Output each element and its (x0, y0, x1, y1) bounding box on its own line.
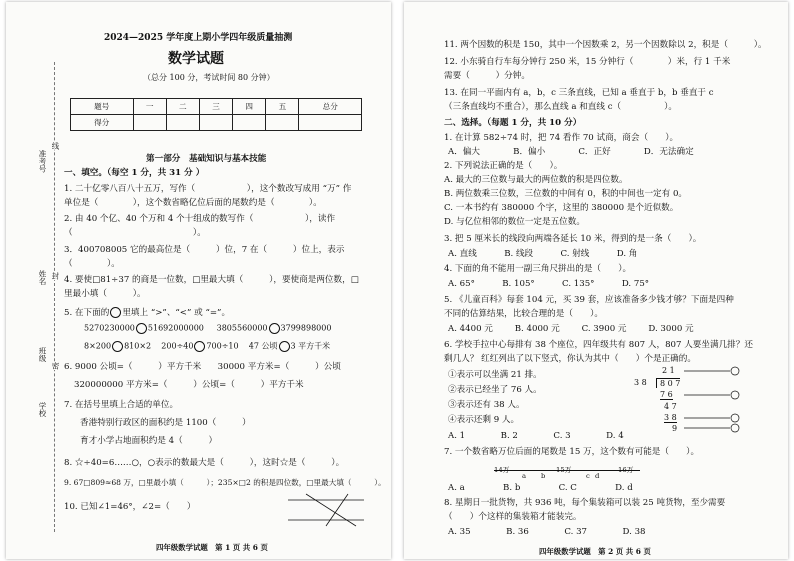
score-table (70, 98, 362, 131)
dividend: 8 0 7 (656, 378, 680, 388)
seal-char: 线 (51, 142, 60, 150)
page-footer: 四年级数学试题 第 2 页 共 6 页 (539, 547, 651, 556)
c6-line1: 6. 学校手拉中心每排有 38 个座位，四年级共有 807 人，807 人要坐满几排？还 (444, 340, 753, 350)
c7: 7. 一个数省略万位后面的尾数是 15 万，这个数有可能是（ ）。 (444, 447, 700, 457)
option[interactable]: B. 4000 元 (514, 324, 560, 334)
c4: 4. 下面的角不能用一副三角尺拼出的是（ ）。 (444, 264, 632, 274)
q5-row2 (84, 341, 330, 352)
q4-line1: 4. 要使□81÷37 的商是一位数，□里最大填（ ），要使商是两位数，□ (64, 275, 359, 285)
section-2-heading: 二、选择。（每题 1 分，共 10 分） (444, 118, 582, 128)
score-cell[interactable] (199, 115, 232, 131)
answer-circle[interactable] (112, 341, 123, 352)
c2-option-b[interactable]: B. 两位数乘三位数，三位数的中间有 0，积的中间也一定有 0。 (444, 189, 688, 199)
label-class: 班级 (38, 347, 47, 362)
q4-line2: 里最小填（ ）。 (64, 289, 146, 299)
c5-line1: 5. 《儿童百科》每套 104 元，买 39 套，应该准备多少钱才够？下面是四种 (444, 295, 734, 305)
score-header: 一 (133, 99, 166, 115)
option[interactable]: A. 65° (448, 279, 475, 289)
angle-diagram (286, 492, 366, 528)
seal-char: 封 (51, 272, 60, 280)
arrow-markers (684, 364, 742, 434)
q10: 10. 已知∠1=46°，∠2=（ ） (64, 502, 196, 512)
answer-circle[interactable] (136, 323, 147, 334)
c6-options (448, 431, 624, 442)
section-1-heading: 一、填空。（每空 1 分，共 31 分 ） (64, 168, 205, 178)
c5-line2: 不同的估算结果，比较合理的是（ ）。 (444, 309, 603, 319)
tick-label: c (586, 472, 590, 480)
marker-3 (731, 414, 739, 422)
q5-text-a: 5. 在下面的 (64, 308, 110, 318)
exam-page-1 (6, 2, 391, 559)
option[interactable]: A. 4400 元 (448, 324, 493, 334)
c8-line1: 8. 星期日一批货物，共 936 吨，每个集装箱可以装 25 吨货物，至少需要 (444, 498, 726, 508)
option[interactable]: C. 37 (564, 527, 588, 537)
seal-char: 密 (51, 362, 60, 370)
q13-line1: 13. 在同一平面内有 a，b，c 三条直线，已知 a 垂直于 b，b 垂直于 c (444, 88, 714, 98)
q5-expr: 47 公顷 (248, 341, 278, 351)
c2-option-c[interactable]: C. 一本书约有 380000 个字，这里的 380000 是个近似数。 (444, 203, 679, 213)
option[interactable]: D．无法确定 (643, 147, 694, 157)
score-header: 五 (266, 99, 299, 115)
marker-1 (731, 367, 739, 375)
option[interactable]: A．偏大 (448, 147, 480, 157)
score-row-label: 得分 (71, 115, 134, 131)
q5-expr: 8×200 (84, 341, 112, 351)
subject-title: 数学试题 (168, 51, 224, 67)
q5-num: 3805560000 (216, 323, 268, 333)
score-header: 三 (199, 99, 232, 115)
q6-line1 (64, 362, 341, 373)
option[interactable]: D. 3000 元 (648, 324, 694, 334)
q5-text-b: 里填上 “>”、“<” 或 “=”。 (122, 308, 231, 318)
q3-line2: （ ）。 (64, 259, 120, 269)
c1-options (448, 147, 694, 158)
answer-circle[interactable] (269, 323, 280, 334)
score-header: 总分 (299, 99, 362, 115)
option[interactable]: C. 3900 元 (581, 324, 627, 334)
c1: 1. 在计算 582÷74 时，把 74 看作 70 试商，商会（ ）。 (444, 133, 679, 143)
tick-label: a (522, 472, 527, 480)
q5-expr: 200÷40 (161, 341, 194, 351)
c2-option-d[interactable]: D. 与亿位相邻的数位一定是五位数。 (444, 217, 585, 227)
c2: 2. 下列说法正确的是（ ）。 (444, 161, 563, 171)
option[interactable]: D. 38 (622, 527, 646, 537)
compare-circle-icon (110, 307, 121, 318)
quotient: 2 1 (662, 366, 675, 375)
q5-row1 (84, 323, 331, 334)
c7-options (448, 483, 633, 494)
c6-item-4: ④表示还剩 9 人。 (448, 415, 520, 425)
q3-line1: 3．400708005 它的最高位是（ ）位，7 在（ ）位上，表示 (64, 245, 345, 255)
c4-options (448, 279, 649, 290)
tick-label: b (541, 472, 546, 480)
c6-item-2: ②表示已经坐了 76 人。 (448, 385, 542, 395)
marker-4 (731, 424, 739, 432)
q5-prompt (64, 307, 230, 319)
transversal-1 (306, 494, 356, 526)
q2-line1: 2. 由 40 个亿、40 个万和 4 个十组成的数写作（ ），读作 (64, 214, 336, 224)
score-header: 二 (166, 99, 199, 115)
score-cell[interactable] (133, 115, 166, 131)
q13-line2: （三条直线均不重合），那么直线 a 和直线 c（ ）。 (444, 102, 677, 112)
score-cell[interactable] (166, 115, 199, 131)
remainder: 9 (672, 424, 678, 433)
score-header: 四 (233, 99, 266, 115)
q7-item-a: 香港特别行政区的面积约是 1100（ ） (80, 418, 251, 428)
q6-line2: 320000000 平方米=（ ）公顷=（ ）平方千米 (74, 380, 304, 390)
c6-line2: 剩几人？ 红红列出了以下竖式，你认为其中（ ）个是正确的。 (444, 354, 696, 364)
exam-page-2 (404, 2, 788, 559)
c5-options (448, 324, 694, 335)
score-cell[interactable] (233, 115, 266, 131)
q5-num: 5270230000 (84, 323, 135, 333)
q12-line1: 12. 小东骑自行车每分钟行 250 米，15 分钟行（ ）米，行 1 千米 (444, 57, 731, 67)
option[interactable]: D. 4 (606, 431, 624, 441)
c8-line2: （ ）个这样的集装箱才能装完。 (444, 512, 582, 522)
transversal-2 (326, 494, 348, 526)
option[interactable]: A. a (448, 483, 465, 493)
score-header: 题号 (71, 99, 134, 115)
q5-expr: 810×2 (124, 341, 152, 351)
tick-label: 14万 (494, 466, 510, 474)
long-division (634, 364, 744, 434)
option[interactable]: C. 射线 (560, 249, 590, 259)
divisor: 3 8 (634, 378, 647, 387)
exam-title: 2024—2025 学年度上期小学四年级质量抽测 (104, 33, 293, 43)
option[interactable]: B. 105° (502, 279, 535, 289)
tick-label: 16万 (618, 466, 634, 474)
q6-item: 30000 平方米=（ ）公顷 (217, 362, 341, 372)
q7-item-b: 育才小学占地面积约是 4（ ） (80, 436, 218, 446)
option[interactable]: B. b (503, 483, 521, 493)
q6-item: 6. 9000 公顷=（ ）平方千米 (64, 362, 202, 372)
q1-line1: 1. 二十亿零八百八十五万，写作（ ），这个数改写成用 “万” 作 (64, 184, 352, 194)
option[interactable]: C．正好 (578, 147, 611, 157)
option[interactable]: D. 75° (621, 279, 650, 289)
option[interactable]: C. C (558, 483, 577, 493)
tick-label: d (595, 472, 600, 480)
option[interactable]: A. 35 (448, 527, 471, 537)
part-heading: 第一部分 基础知识与基本技能 (146, 154, 267, 164)
subtrahend-2: 3 8 (664, 413, 677, 422)
q9: 9. 67□809≈68 万，□里最小填（ ）；235×□2 的积是四位数，□里最大填（ ）。 (64, 478, 386, 487)
option[interactable]: C. 135° (562, 279, 595, 289)
page-footer: 四年级数学试题 第 1 页 共 6 页 (156, 543, 268, 552)
c3-options (448, 249, 637, 260)
tick-label: 15万 (556, 466, 572, 474)
q5-num: 51692000000 (147, 323, 204, 333)
number-line (494, 462, 644, 480)
answer-circle[interactable] (194, 341, 205, 352)
option[interactable]: D. 角 (616, 249, 638, 259)
answer-circle[interactable] (279, 341, 290, 352)
option[interactable]: A. 1 (448, 431, 466, 441)
c3: 3. 把 5 厘米长的线段向两端各延长 10 米，得到的是一条（ ）。 (444, 234, 702, 244)
q11: 11. 两个因数的积是 150，其中一个因数乘 2，另一个因数除以 2，积是（ ）。 (444, 40, 767, 50)
subtrahend-1: 7 6 (660, 390, 673, 399)
partial-1: 4 7 (664, 402, 677, 411)
c6-item-1: ①表示可以坐满 21 排。 (448, 370, 542, 380)
q5-num: 3799898000 (280, 323, 332, 333)
label-school: 学校 (38, 402, 47, 417)
q2-line2: （ ）。 (64, 228, 206, 238)
option[interactable]: B. 2 (500, 431, 518, 441)
label-name: 姓名 (38, 270, 47, 285)
q8: 8. ☆÷40=6……○，○表示的数最大是（ ），这时☆是（ ）。 (64, 458, 345, 468)
option[interactable]: A. 直线 (448, 249, 477, 259)
c6-item-3: ③表示还有 38 人。 (448, 400, 525, 410)
option[interactable]: D. d (615, 483, 633, 493)
option[interactable]: B. 线段 (504, 249, 534, 259)
score-cell[interactable] (299, 115, 362, 131)
option[interactable]: B．偏小 (513, 147, 546, 157)
exam-meta: （总分 100 分，考试时间 80 分钟） (143, 73, 275, 82)
q7-prompt: 7. 在括号里填上合适的单位。 (64, 400, 179, 410)
label-exam-number: 准考号 (38, 150, 47, 173)
marker-2 (731, 391, 739, 399)
c2-option-a[interactable]: A. 最大的三位数与最大的两位数的积是四位数。 (444, 175, 628, 185)
score-cell[interactable] (266, 115, 299, 131)
option[interactable]: C. 3 (553, 431, 571, 441)
option[interactable]: B. 36 (506, 527, 529, 537)
q5-expr: 700÷10 (206, 341, 239, 351)
q1-line2: 单位是（ ），这个数省略亿位后面的尾数约是（ ）。 (64, 198, 322, 208)
q12-line2: 需要（ ）分钟。 (444, 71, 530, 81)
binding-line (54, 62, 55, 532)
q5-expr: 3 平方千米 (290, 341, 331, 351)
c8-options (448, 527, 646, 538)
